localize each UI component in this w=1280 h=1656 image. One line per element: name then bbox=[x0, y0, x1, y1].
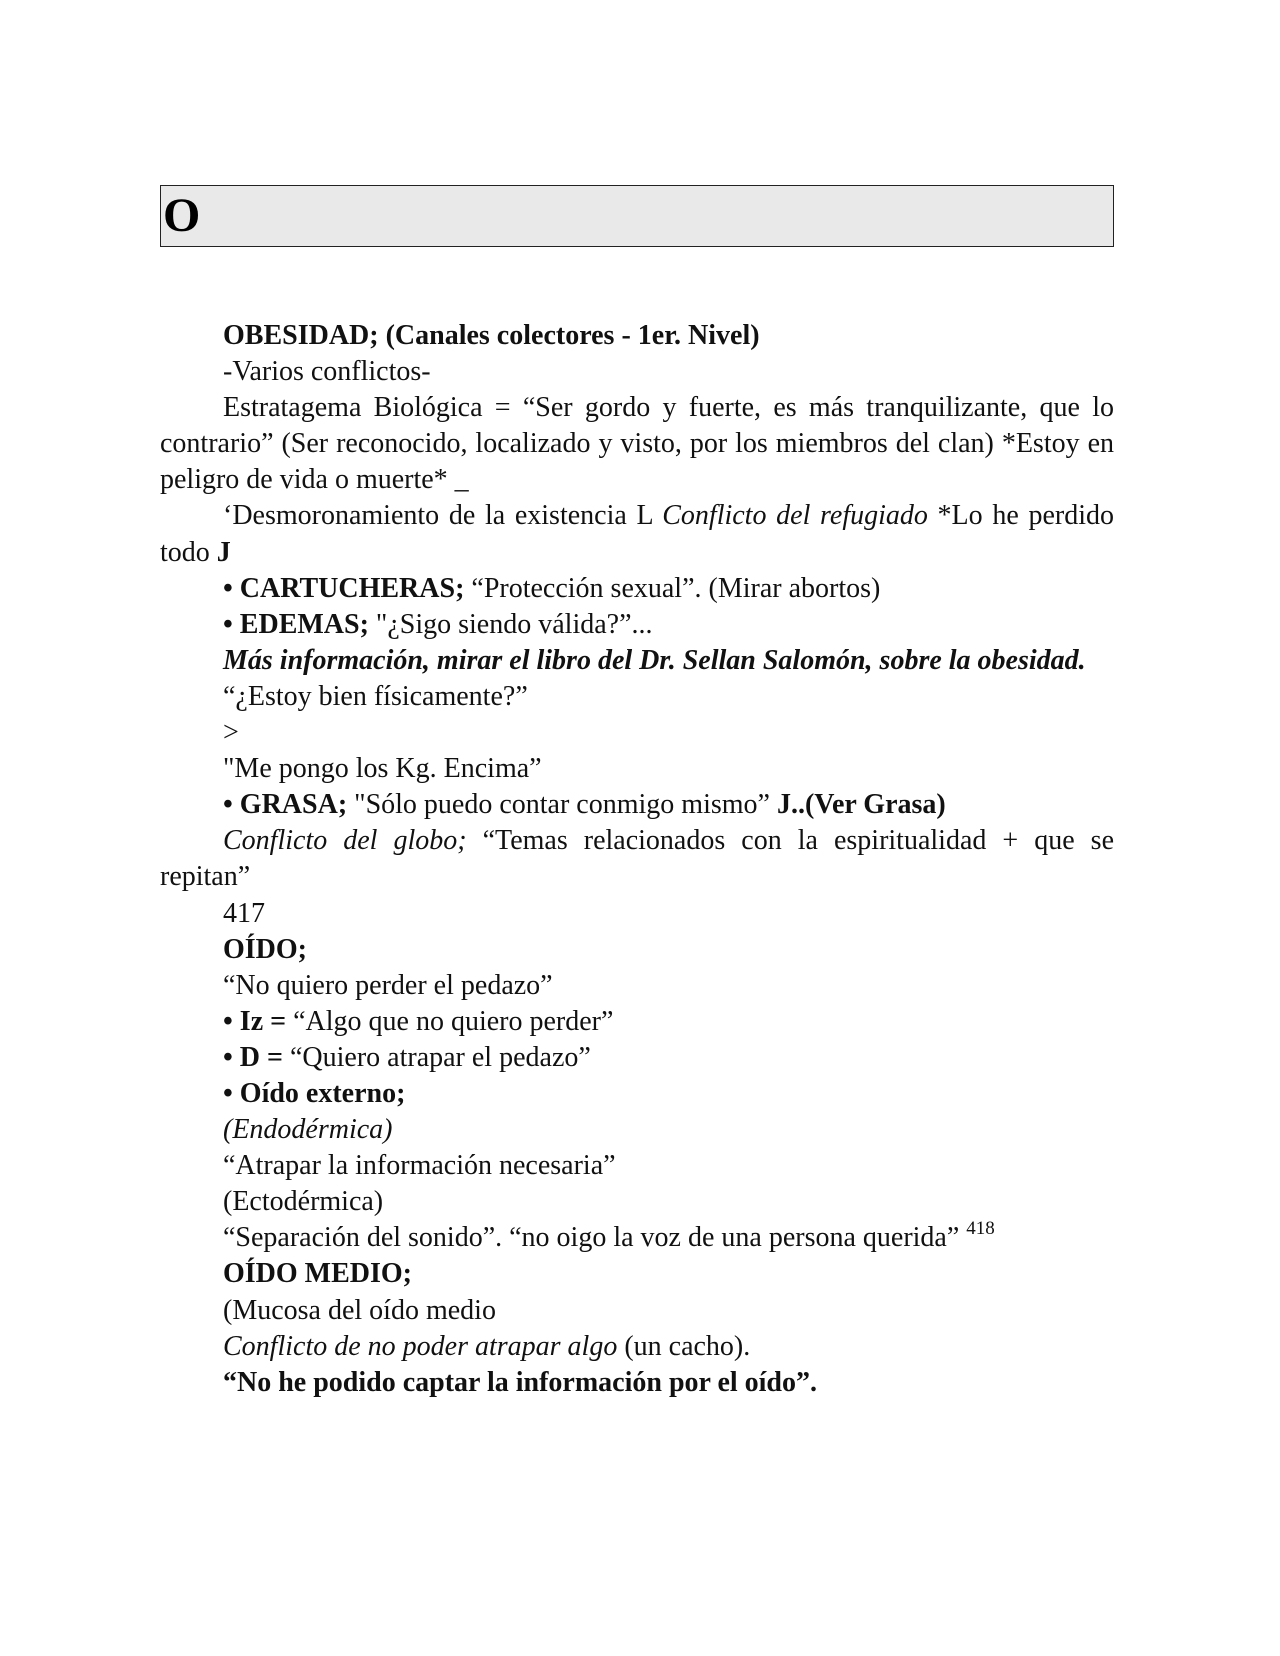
grasa-text: "Sólo puedo contar conmigo mismo” bbox=[347, 789, 777, 821]
oido-d-label: • D = bbox=[223, 1041, 283, 1073]
obesidad-strategy: Estratagema Biológica = “Ser gordo y fuerte, es más tranquilizante, que lo contrario” (Ser reconocido, localizado y visto, por los miembros del clan) *Estoy en peligro de vida o muerte* _ bbox=[160, 392, 1114, 496]
oido-d-text: “Quiero atrapar el pedazo” bbox=[282, 1041, 591, 1073]
oido-medio-title: OÍDO MEDIO; bbox=[223, 1258, 412, 1290]
page-number: 417 bbox=[223, 897, 265, 929]
globo-text: “Temas relacionados con la espiritualidad + que se repitan” bbox=[160, 825, 1114, 893]
grasa-label: • GRASA; bbox=[223, 789, 348, 821]
oido-iz-text: “Algo que no quiero perder” bbox=[286, 1005, 614, 1037]
edemas-text: "¿Sigo siendo válida?”... bbox=[368, 608, 653, 640]
oido-ecto: (Ectodérmica) bbox=[223, 1186, 384, 1218]
grasa-ref: J..(Ver Grasa) bbox=[776, 789, 946, 821]
oido-medio-conflict-text: (un cacho). bbox=[617, 1330, 751, 1362]
page-ref: 418 bbox=[966, 1218, 995, 1240]
oido-externo-label: • Oído externo; bbox=[223, 1077, 406, 1109]
oido-medio-conflict-italic: Conflicto de no poder atrapar algo bbox=[223, 1330, 618, 1362]
oido-intro: “No quiero perder el pedazo” bbox=[223, 969, 553, 1001]
document-body bbox=[160, 318, 1114, 1401]
question-line: “¿Estoy bien físicamente?” bbox=[223, 680, 528, 712]
oido-medio-conflict bbox=[160, 1329, 1114, 1365]
oido-endo-text: “Atrapar la información necesaria” bbox=[223, 1150, 616, 1182]
oido-iz-label: • Iz = bbox=[223, 1005, 287, 1037]
edemas-label: • EDEMAS; bbox=[223, 608, 369, 640]
oido-d-item bbox=[160, 1040, 1114, 1076]
collapse-bold: J bbox=[216, 536, 231, 568]
kilos-line: "Me pongo los Kg. Encima” bbox=[223, 753, 542, 785]
section-letter-box bbox=[160, 185, 1114, 247]
cartucheras-item bbox=[160, 571, 1114, 607]
grasa-item bbox=[160, 787, 1114, 823]
oido-ecto-text: “Separación del sonido”. “no oigo la voz de una persona querida” bbox=[223, 1222, 960, 1254]
arrow-line: > bbox=[223, 717, 239, 749]
oido-ecto-line bbox=[160, 1220, 1114, 1256]
oido-medio-mucosa: (Mucosa del oído medio bbox=[223, 1294, 496, 1326]
collapse-start: ‘Desmoronamiento de la existencia L bbox=[223, 500, 663, 532]
obesidad-title: OBESIDAD; (Canales colectores - 1er. Nivel) bbox=[223, 320, 760, 351]
edemas-item bbox=[160, 607, 1114, 643]
oido-iz-item bbox=[160, 1004, 1114, 1040]
more-info-note: Más información, mirar el libro del Dr. Sellan Salomón, sobre la obesidad. bbox=[223, 644, 1086, 676]
section-letter: O bbox=[163, 189, 201, 242]
globo-italic: Conflicto del globo; bbox=[223, 825, 467, 857]
globo-paragraph bbox=[160, 823, 1114, 895]
oido-endo: (Endodérmica) bbox=[223, 1114, 393, 1146]
collapse-italic: Conflicto del refugiado bbox=[662, 500, 928, 532]
cartucheras-label: • CARTUCHERAS; bbox=[223, 572, 465, 604]
obesidad-collapse bbox=[160, 498, 1114, 570]
obesidad-conflicts: -Varios conflictos- bbox=[223, 356, 431, 388]
cartucheras-text: “Protección sexual”. (Mirar abortos) bbox=[464, 572, 881, 604]
oido-title: OÍDO; bbox=[223, 933, 307, 965]
collapse-mid: *Lo he perdido todo bbox=[160, 500, 1114, 568]
oido-medio-quote: “No he podido captar la información por el oído”. bbox=[223, 1366, 818, 1398]
